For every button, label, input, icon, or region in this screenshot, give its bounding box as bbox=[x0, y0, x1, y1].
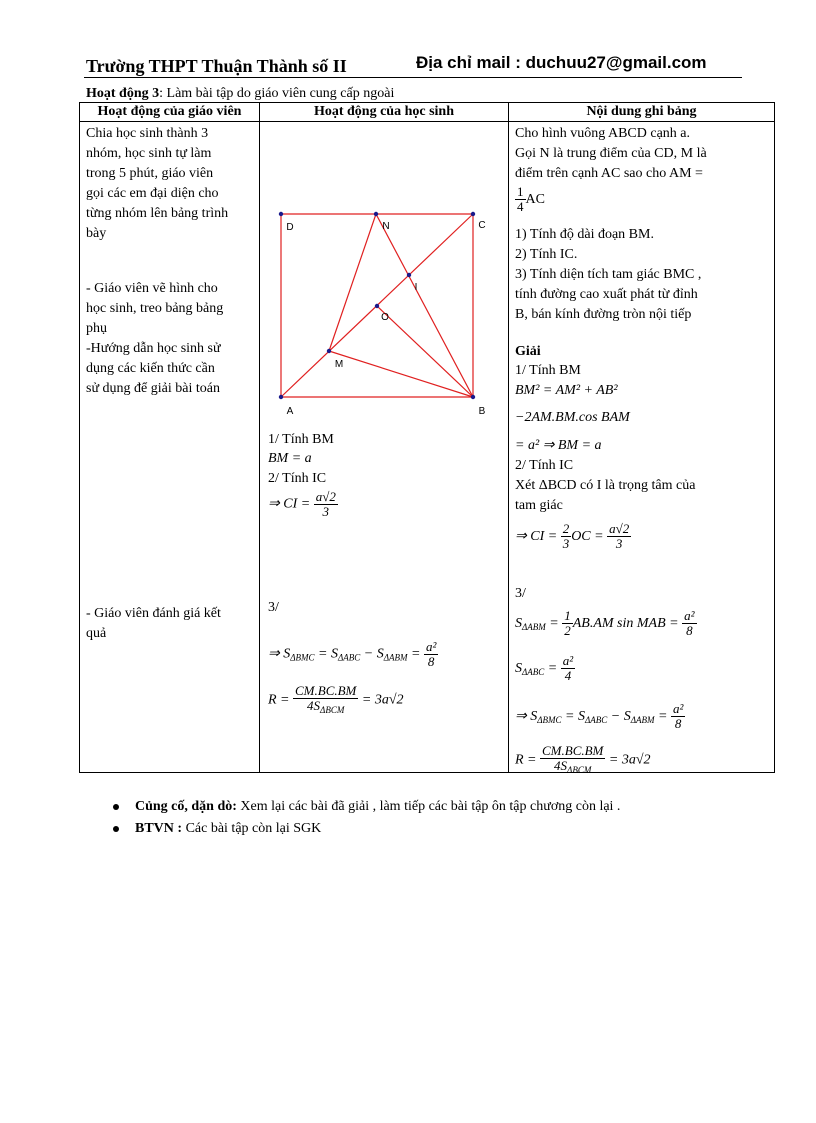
fraction bbox=[293, 684, 358, 717]
formula-part: ⇒ S bbox=[515, 709, 538, 724]
formula-part: − S bbox=[607, 709, 631, 724]
student-ci-formula bbox=[268, 490, 338, 519]
formula-part: = bbox=[654, 709, 671, 724]
point-label-A: A bbox=[286, 406, 294, 417]
formula-sub: ΔABM bbox=[522, 622, 546, 632]
lesson-table bbox=[79, 102, 775, 773]
point-label-B: B bbox=[478, 406, 486, 417]
formula-sub: ΔABM bbox=[630, 715, 655, 725]
point-label-I: I bbox=[414, 282, 418, 293]
page-header bbox=[84, 55, 742, 78]
text-line: trong 5 phút, giáo viên bbox=[86, 166, 214, 181]
formula-sub: ΔABC bbox=[584, 715, 608, 725]
bullet-dot bbox=[113, 804, 119, 810]
fraction-denominator: 8 bbox=[674, 716, 682, 732]
text-line: dụng các kiến thức cần bbox=[86, 361, 215, 376]
problem-fraction bbox=[515, 185, 545, 215]
question-2: 2) Tính IC. bbox=[515, 247, 578, 262]
teacher-para-3 bbox=[86, 604, 221, 644]
student-cell bbox=[260, 122, 509, 773]
header-teacher: Hoạt động của giáo viên bbox=[80, 103, 260, 122]
question-3 bbox=[515, 265, 701, 325]
formula-part: = 3a√2 bbox=[605, 752, 651, 768]
solution-ci-formula bbox=[515, 522, 631, 552]
teacher-cell bbox=[80, 122, 260, 773]
fraction-numerator: 1 bbox=[517, 184, 524, 200]
student-radius-formula bbox=[268, 684, 404, 717]
text-line: sử dụng để giải bài toán bbox=[86, 381, 220, 396]
fraction-denominator: 3 bbox=[322, 504, 329, 519]
fraction-denominator: 8 bbox=[686, 623, 693, 639]
formula-part: = 3a√2 bbox=[358, 692, 404, 708]
geometry-figure bbox=[260, 122, 509, 422]
solution-text-2 bbox=[515, 476, 695, 516]
solution-area-bmc bbox=[515, 702, 685, 735]
solution-formula-1: BM² = AM² + AB² bbox=[515, 383, 618, 398]
table-header-row bbox=[80, 103, 775, 122]
fraction-denominator: 4 bbox=[564, 668, 572, 684]
fraction-numerator: a√2 bbox=[315, 489, 336, 504]
header-board: Nội dung ghi bảng bbox=[509, 103, 775, 122]
formula-part: = bbox=[544, 661, 561, 676]
point-D bbox=[279, 212, 283, 216]
point-label-D: D bbox=[286, 222, 294, 233]
fraction bbox=[424, 640, 438, 669]
header-student: Hoạt động của học sinh bbox=[260, 103, 509, 122]
school-name: Trường THPT Thuận Thành số II bbox=[86, 56, 347, 76]
solution-radius bbox=[515, 744, 651, 777]
text-line: Chia học sinh thành 3 bbox=[86, 126, 209, 141]
fraction bbox=[540, 744, 605, 777]
text-line: - Giáo viên đánh giá kết bbox=[86, 606, 221, 621]
text-line: gọi các em đại diện cho bbox=[86, 186, 219, 201]
bullet-dot bbox=[113, 826, 119, 832]
formula-sub: ΔABC bbox=[337, 652, 361, 663]
fraction-numerator: CM.BC.BM bbox=[295, 683, 357, 698]
email-address: Địa chỉ mail : duchuu27@gmail.com bbox=[416, 53, 707, 72]
point-O bbox=[375, 304, 379, 308]
fraction-numerator: a² bbox=[672, 701, 684, 717]
fraction-numerator: 2 bbox=[562, 521, 570, 537]
formula-part: R = bbox=[515, 752, 540, 768]
fraction-numerator: a² bbox=[562, 653, 574, 669]
formula-part: = bbox=[407, 646, 424, 662]
formula-part: AC bbox=[525, 192, 545, 207]
fraction bbox=[682, 609, 696, 638]
bullet-label: BTVN : bbox=[135, 821, 183, 836]
fraction bbox=[607, 522, 631, 551]
text-line: Cho hình vuông ABCD cạnh a. bbox=[515, 126, 690, 141]
fraction bbox=[562, 609, 573, 638]
text-line: -Hướng dẫn học sinh sử bbox=[86, 341, 221, 356]
bullet-list bbox=[113, 796, 793, 840]
text-line: B, bán kính đường tròn nội tiếp bbox=[515, 307, 692, 322]
solution-formula-2: −2AM.BM.cos BAM bbox=[515, 410, 630, 425]
solution-formula-3: = a² ⇒ BM = a bbox=[515, 438, 602, 453]
point-N bbox=[374, 212, 378, 216]
teacher-para-2 bbox=[86, 279, 223, 399]
point-M bbox=[327, 349, 331, 353]
formula-part: S bbox=[515, 616, 522, 631]
fraction-numerator: a√2 bbox=[609, 521, 630, 537]
solution-step-1: 1/ Tính BM bbox=[515, 363, 581, 378]
fraction-denominator bbox=[540, 759, 605, 777]
text-line: từng nhóm lên bảng trình bbox=[86, 206, 229, 221]
text-line: 3) Tính diện tích tam giác BMC , bbox=[515, 267, 702, 282]
formula-part: S bbox=[515, 661, 522, 676]
fraction bbox=[314, 490, 338, 519]
text-line: - Giáo viên vẽ hình cho bbox=[86, 281, 218, 296]
teacher-para-1 bbox=[86, 124, 228, 244]
formula-sub: ΔBCM bbox=[567, 765, 592, 775]
text-line: phụ bbox=[86, 321, 107, 336]
text-line: học sinh, treo bảng bảng bbox=[86, 301, 224, 316]
formula-sub: ΔBCM bbox=[320, 705, 345, 715]
bullet-text: Xem lại các bài đã giải , làm tiếp các bài tập ôn tập chương còn lại . bbox=[236, 799, 621, 814]
board-cell bbox=[509, 122, 775, 773]
point-label-M: M bbox=[334, 359, 344, 370]
formula-sub: ΔABM bbox=[383, 652, 408, 663]
list-item bbox=[113, 796, 793, 818]
text-line: tam giác bbox=[515, 498, 563, 513]
point-I bbox=[407, 273, 411, 277]
table-body-row bbox=[80, 122, 775, 773]
fraction-denominator: 3 bbox=[615, 536, 623, 552]
text-line: nhóm, học sinh tự làm bbox=[86, 146, 212, 161]
formula-part: − S bbox=[360, 646, 384, 662]
formula-part: = S bbox=[314, 646, 338, 662]
activity-text: : Làm bài tập do giáo viên cung cấp ngoài bbox=[159, 86, 395, 101]
fraction-numerator: 1 bbox=[564, 608, 571, 624]
point-A bbox=[279, 395, 283, 399]
activity-label: Hoạt động 3 bbox=[86, 86, 160, 101]
formula-part: = bbox=[545, 616, 563, 631]
formula-sub: ΔBMC bbox=[537, 715, 562, 725]
fraction bbox=[561, 522, 572, 551]
student-area-formula bbox=[268, 640, 438, 672]
fraction-numerator: a² bbox=[684, 608, 695, 624]
student-bm-formula: BM = a bbox=[268, 451, 312, 466]
student-step-2: 2/ Tính IC bbox=[268, 471, 327, 486]
formula-part: ⇒ CI = bbox=[268, 496, 314, 512]
point-label-C: C bbox=[478, 220, 486, 231]
point-label-O: O bbox=[381, 312, 389, 323]
point-label-N: N bbox=[382, 221, 390, 232]
fraction bbox=[561, 654, 575, 683]
fraction-denominator: 8 bbox=[427, 654, 435, 669]
bullet-label: Củng cố, dặn dò: bbox=[135, 799, 237, 814]
problem-statement bbox=[515, 124, 707, 184]
fraction-denominator bbox=[293, 699, 358, 717]
formula-part: OC = bbox=[571, 529, 608, 544]
student-step-1: 1/ Tính BM bbox=[268, 432, 334, 447]
activity-title bbox=[86, 86, 394, 102]
solution-area-abm bbox=[515, 609, 697, 642]
student-step-3: 3/ bbox=[268, 600, 279, 615]
text-line: điểm trên cạnh AC sao cho AM = bbox=[515, 166, 703, 181]
formula-part: ⇒ CI = bbox=[515, 529, 561, 544]
segment-BO bbox=[377, 306, 473, 397]
fraction-denominator: 3 bbox=[562, 536, 570, 552]
segment-MN bbox=[329, 214, 376, 351]
text-line: Gọi N là trung điểm của CD, M là bbox=[515, 146, 707, 161]
text-line: tính đường cao xuất phát từ đỉnh bbox=[515, 287, 698, 302]
formula-part: ⇒ S bbox=[268, 646, 291, 662]
point-B bbox=[471, 395, 475, 399]
bullet-text: Các bài tập còn lại SGK bbox=[182, 821, 322, 836]
fraction-denominator: 4 bbox=[517, 199, 524, 215]
solution-area-abc bbox=[515, 654, 575, 687]
formula-part: = S bbox=[561, 709, 585, 724]
fraction bbox=[671, 702, 685, 731]
formula-sub: ΔBMC bbox=[290, 652, 315, 663]
point-C bbox=[471, 212, 475, 216]
text-line: bày bbox=[86, 226, 107, 241]
fraction-denominator: 2 bbox=[564, 623, 571, 639]
list-item bbox=[113, 818, 793, 840]
text-line: Xét ΔBCD có I là trọng tâm của bbox=[515, 478, 696, 493]
solution-step-2: 2/ Tính IC bbox=[515, 458, 574, 473]
formula-part: AB.AM sin MAB = bbox=[572, 616, 683, 631]
segment-BM bbox=[329, 351, 473, 397]
fraction bbox=[515, 185, 526, 214]
question-1: 1) Tính độ dài đoạn BM. bbox=[515, 227, 654, 242]
formula-part: 4S bbox=[554, 758, 568, 773]
formula-part: 4S bbox=[307, 698, 321, 713]
fraction-numerator: CM.BC.BM bbox=[542, 743, 604, 758]
formula-part: R = bbox=[268, 692, 293, 708]
solution-step-3: 3/ bbox=[515, 586, 526, 601]
formula-sub: ΔABC bbox=[522, 667, 545, 677]
fraction-numerator: a² bbox=[425, 639, 437, 654]
solution-title: Giải bbox=[515, 344, 541, 359]
text-line: quả bbox=[86, 626, 107, 641]
segment-BN bbox=[376, 214, 473, 397]
